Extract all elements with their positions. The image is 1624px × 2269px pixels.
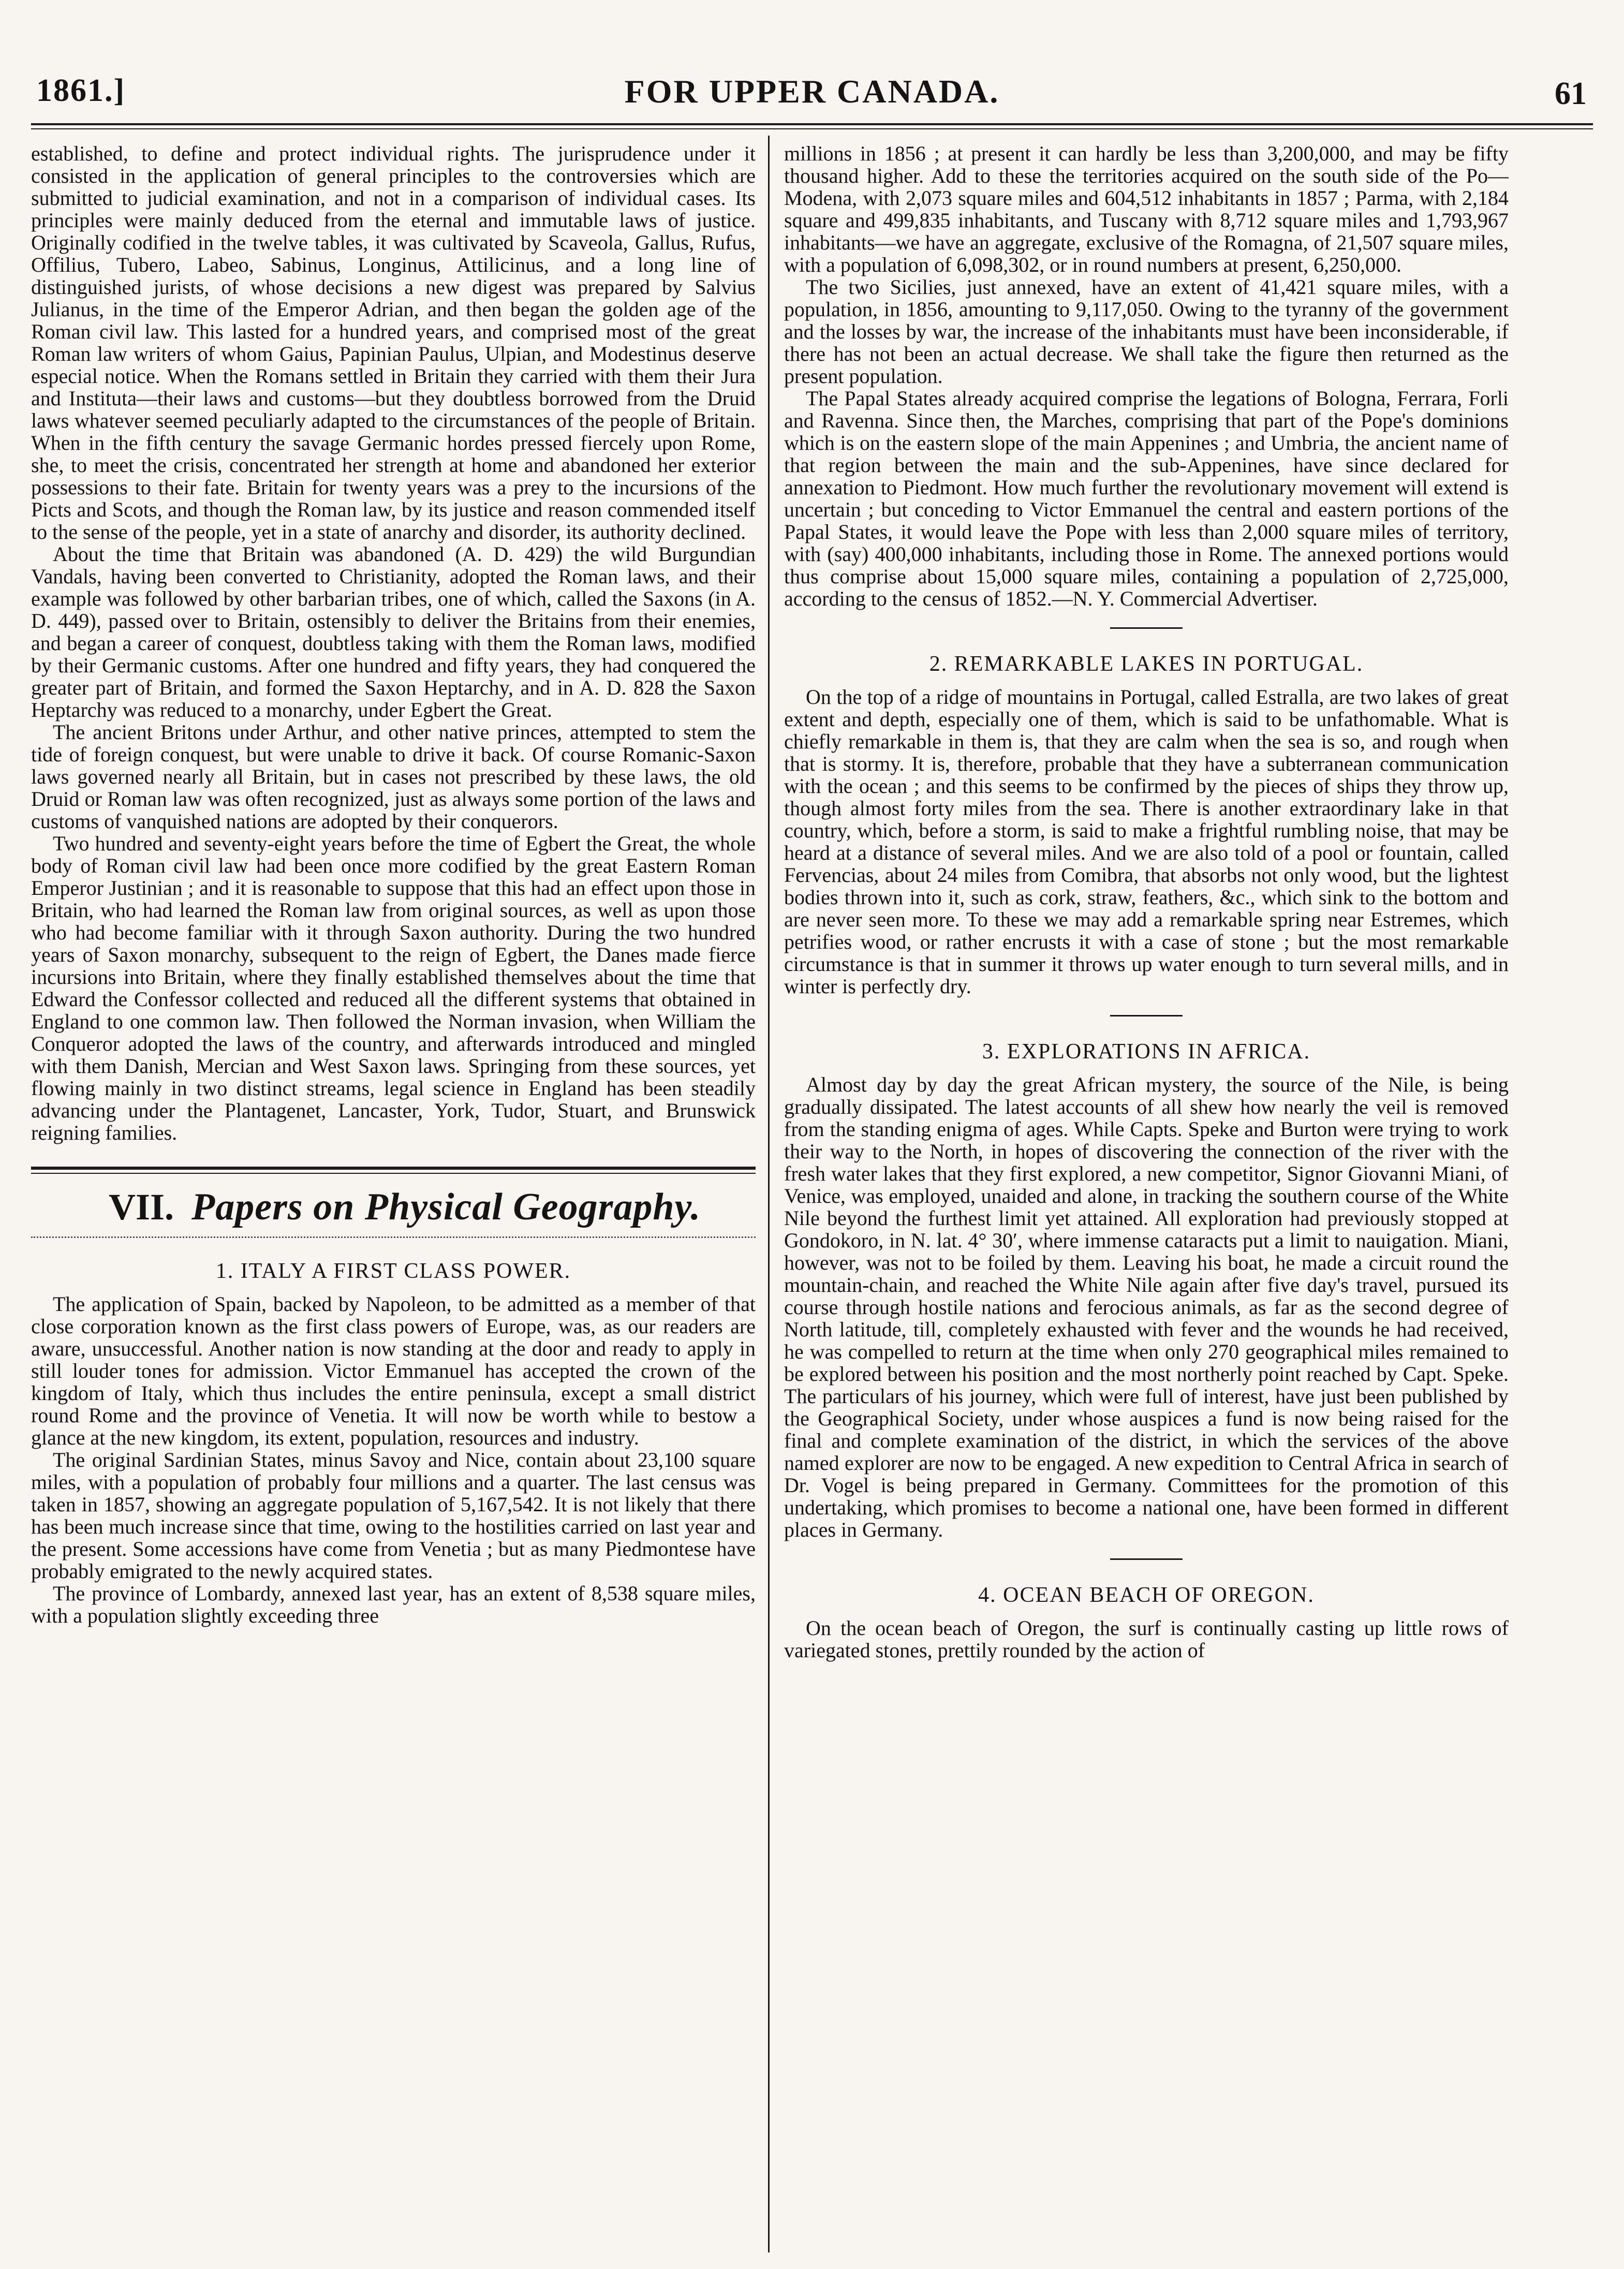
paragraph: Almost day by day the great African mystery, the source of the Nile, is being gradually dissipated. The latest accounts of all shew how nearly the veil is removed from the standing enigma of ages. While Capts. Speke and Burton were trying to work their way to the North, in hopes of discovering the connection of the river with the fresh water lakes that they first explored, a new competitor, Signor Giovanni Miani, of Venice, was employed, unaided and alone, in tracking the southern course of the White Nile beyond the furthest limit yet attained. All exploration had previously stopped at Gondokoro, in N. lat. 4° 30′, where immense cataracts put a limit to nauigation. Miani, however, was not to be foiled by them. Leaving his boat, he made a circuit round the mountain-chain, and reached the White Nile again after five day's travel, pursued its course through hostile nations and ferocious animals, as far as the second degree of North latitude, till, completely exhausted with fever and the wounds he had received, he was compelled to return at the time when only 270 geographical miles remained to be explored between his position and the most northerly point reached by Capt. Speke. The particulars of his journey, which were full of interest, have just been published by the Geographical Society, under whose auspices a fund is now being raised for the final and complete examination of the district, in which the services of the above named explorer are now to be engaged. A new expedition to Central Africa in search of Dr. Vogel is being prepared in Germany. Committees for the promotion of this undertaking, which promises to become a national one, have been formed in different places in Germany. bbox=[784, 1073, 1509, 1541]
paragraph: Two hundred and seventy-eight years before the time of Egbert the Great, the whole body of Roman civil law had been once more codified by the great Eastern Roman Emperor Justinian ; and it is reasonable to suppose that this had an effect upon those in Britain, who had learned the Roman law from original sources, as well as upon those who had become familiar with it through Saxon authority. During the two hundred years of Saxon monarchy, subsequent to the reign of Egbert, the Danes made fierce incursions into Britain, where they finally established themselves about the time that Edward the Confessor collected and reduced all the different systems that obtained in England to one common law. Then followed the Norman invasion, when William the Conqueror adopted the laws of the country, and afterwards introduced and mingled with them Danish, Mercian and West Saxon laws. Springing from these sources, yet flowing mainly in two distinct streams, legal science in England has been steadily advancing under the Plantagenet, Lancaster, York, Tudor, Stuart, and Brunswick reigning families. bbox=[31, 832, 756, 1144]
article-separator bbox=[1110, 1558, 1183, 1560]
banner-rule-thin bbox=[31, 1173, 756, 1174]
header-rule bbox=[31, 123, 1593, 125]
paragraph: The two Sicilies, just annexed, have an extent of 41,421 square miles, with a population, in 1856, amounting to 9,117,050. Owing to the tyranny of the government and the losses by war, the increase of the inhabitants must have been inconsiderable, if there has not been an actual decrease. We shall take the figure then returned as the present population. bbox=[784, 275, 1509, 388]
paragraph: The province of Lombardy, annexed last year, has an extent of 8,538 square miles, with a population slightly exceeding three bbox=[31, 1582, 756, 1627]
paragraph: The original Sardinian States, minus Savoy and Nice, contain about 23,100 square miles, with a population of probably four millions and a quarter. The last census was taken in 1857, showing an aggregate population of 5,167,542. It is not likely that there has been much increase since that time, owing to the hostilities carried on last year and the present. Some accessions have come from Venetia ; but as many Piedmontese have probably emigrated to the newly acquired states. bbox=[31, 1448, 756, 1583]
section-banner bbox=[31, 1167, 756, 1245]
paragraph: established, to define and protect individual rights. The jurisprudence under it consisted in the application of general principles to the controversies which are submitted to judicial examination, and not in a comparison of individual cases. Its principles were mainly deduced from the eternal and immutable laws of justice. Originally codified in the twelve tables, it was cultivated by Scaveola, Gallus, Rufus, Offilius, Tubero, Labeo, Sabinus, Longinus, Attilicinus, and a long line of distinguished jurists, of whose decisions a new digest was prepared by Salvius Julianus, in the time of the Emperor Adrian, and then began the golden age of the Roman civil law. This lasted for a hundred years, and comprised most of the great Roman law writers of whom Gaius, Papinian Paulus, Ulpian, and Modestinus deserve especial notice. When the Romans settled in Britain they carried with them their Jura and Instituta—their laws and customs—but they doubtless borrowed from the Druid laws whatever seemed peculiarly adapted to the circumstances of the people of Britain. When in the fifth century the savage Germanic hordes pressed fiercely upon Rome, she, to meet the crisis, concentrated her strength at home and abandoned her exterior possessions to their fate. Britain for twenty years was a prey to the incursions of the Picts and Scots, and though the Roman law, by its justice and reason commended itself to the sense of the people, yet in a state of anarchy and disorder, its authority declined. bbox=[31, 142, 756, 543]
article-separator bbox=[1110, 1015, 1183, 1016]
header-title: FOR UPPER CANADA. bbox=[624, 73, 1000, 110]
running-head bbox=[31, 72, 1593, 119]
banner-ornament bbox=[31, 1236, 756, 1245]
paragraph: The ancient Britons under Arthur, and other native princes, attempted to stem the tide of foreign conquest, but were unable to drive it back. Of course Romanic-Saxon laws governed nearly all Britain, but in cases not prescribed by these laws, the old Druid or Roman law was often recognized, just as always some portion of the laws and customs of vanquished nations are adopted by their conquerors. bbox=[31, 720, 756, 833]
paragraph: On the ocean beach of Oregon, the surf is continually casting up little rows of variegated stones, prettily rounded by the action of bbox=[784, 1616, 1509, 1662]
section-number: VII. bbox=[109, 1186, 174, 1228]
header-rule-thin bbox=[31, 128, 1593, 129]
article-title: 4. OCEAN BEACH OF OREGON. bbox=[978, 1583, 1315, 1607]
paragraph: The application of Spain, backed by Napoleon, to be admitted as a member of that close corporation known as the first class powers of Europe, was, as our readers are aware, unsuccessful. Another nation is now standing at the door and ready to apply in still louder tones for admission. Victor Emmanuel has accepted the crown of the kingdom of Italy, which thus includes the entire peninsula, except a small district round Rome and the province of Venetia. It will now be worth while to bestow a glance at the new kingdom, its extent, population, resources and industry. bbox=[31, 1292, 756, 1449]
section-heading bbox=[31, 1185, 756, 1229]
article-separator bbox=[1110, 627, 1183, 629]
article-title: 1. ITALY A FIRST CLASS POWER. bbox=[215, 1259, 571, 1283]
article-title: 3. EXPLORATIONS IN AFRICA. bbox=[982, 1040, 1311, 1064]
banner-rule bbox=[31, 1167, 756, 1170]
header-year: 1861.] bbox=[36, 73, 126, 108]
column-divider bbox=[768, 136, 770, 2252]
right-column bbox=[784, 142, 1509, 2249]
paragraph: On the top of a ridge of mountains in Portugal, called Estralla, are two lakes of great extent and depth, especially one of them, which is said to be unfathomable. What is chiefly remarkable in them is, that they are calm when the sea is so, and rough when that is stormy. It is, therefore, probable that they have a subterranean communication with the ocean ; and this seems to be confirmed by the pieces of ships they throw up, though almost forty miles from the sea. There is another extraordinary lake in that country, which, before a storm, is said to make a frightful rumbling noise, that may be heard at a distance of several miles. And we are also told of a pool or fountain, called Fervencias, about 24 miles from Comibra, that absorbs not only wood, but the lightest bodies thrown into it, such as cork, straw, feathers, &c., which sink to the bottom and are never seen more. To these we may add a remarkable spring near Estremes, which petrifies wood, or rather encrusts it with a case of stone ; but the most remarkable circumstance is that in summer it throws up water enough to turn several mills, and in winter is perfectly dry. bbox=[784, 685, 1509, 998]
paragraph: About the time that Britain was abandoned (A. D. 429) the wild Burgundian Vandals, having been converted to Christianity, adopted the Roman laws, and their example was followed by other barbarian tribes, one of which, called the Saxons (in A. D. 449), passed over to Britain, ostensibly to deliver the Britains from their enemies, and began a career of conquest, doubtless taking with them the Roman laws, modified by their Germanic customs. After one hundred and fifty years, they had conquered the greater part of Britain, and formed the Saxon Heptarchy, and in A. D. 828 the Saxon Heptarchy was reduced to a monarchy, under Egbert the Great. bbox=[31, 542, 756, 721]
paragraph: The Papal States already acquired comprise the legations of Bologna, Ferrara, Forli and Ravenna. Since then, the Marches, comprising that part of the Pope's dominions which is on the eastern slope of the main Appenines ; and Umbria, the ancient name of that region between the main and the sub-Appenines, have since declared for annexation to Piedmont. How much further the revolutionary movement will extend is uncertain ; but conceding to Victor Emmanuel the central and eastern portions of the Papal States, it would leave the Pope with less than 2,000 square miles of territory, with (say) 400,000 inhabitants, including those in Rome. The annexed portions would thus comprise about 15,000 square miles, containing a population of 2,725,000, according to the census of 1852.—N. Y. Commercial Advertiser. bbox=[784, 387, 1509, 610]
section-title: Papers on Physical Geography. bbox=[191, 1186, 701, 1228]
left-column bbox=[31, 142, 756, 2249]
page-number: 61 bbox=[1555, 76, 1587, 111]
paragraph: millions in 1856 ; at present it can hardly be less than 3,200,000, and may be fifty thousand higher. Add to these the territories acquired on the south side of the Po—Modena, with 2,073 square miles and 604,512 inhabitants in 1857 ; Parma, with 2,184 square and 499,835 inhabitants, and Tuscany with 8,712 square miles and 1,793,967 inhabitants—we have an aggregate, exclusive of the Romagna, of 21,507 square miles, with a population of 6,098,302, or in round numbers at present, 6,250,000. bbox=[784, 142, 1509, 276]
article-title: 2. REMARKABLE LAKES IN PORTUGAL. bbox=[929, 652, 1364, 676]
